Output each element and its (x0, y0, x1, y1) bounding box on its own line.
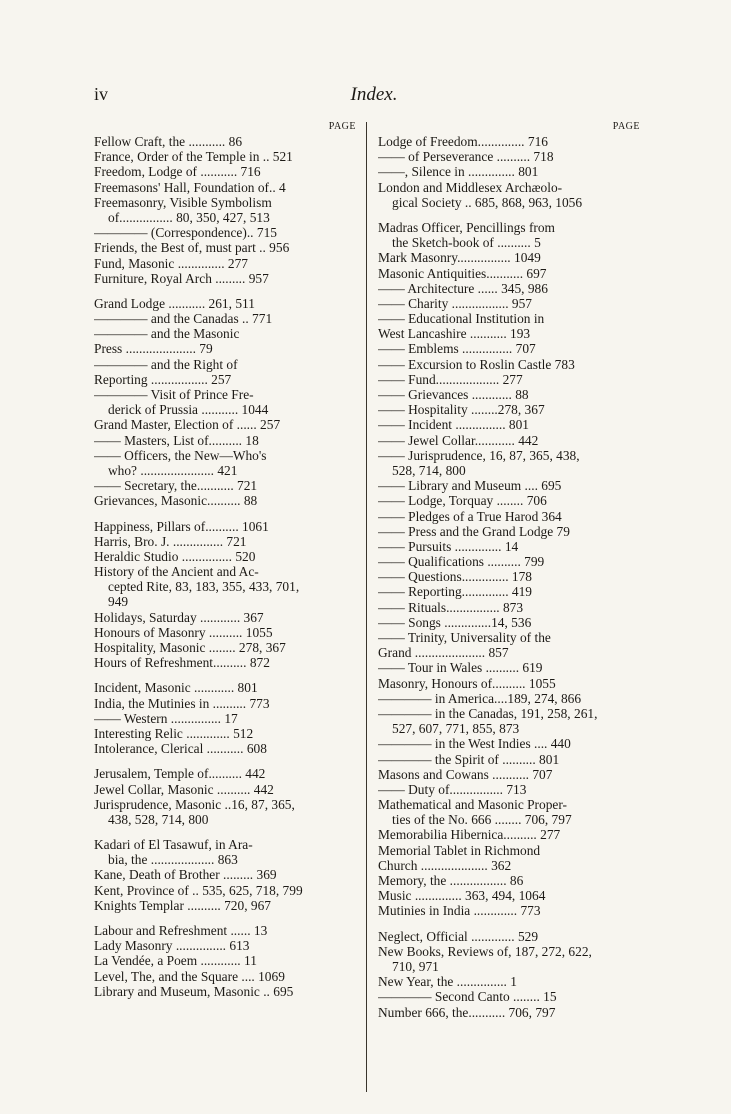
index-entry-line: —— Pursuits .............. 14 (378, 538, 519, 554)
index-entry-line: Incident, Masonic ............ 801 (94, 680, 258, 696)
index-entry-line: who? ...................... 421 (108, 462, 238, 478)
index-entry-line: —— Trinity, Universality of the (378, 630, 551, 645)
index-entry-line: ———— and the Masonic (94, 326, 240, 342)
index-entry-line: —— Charity ................. 957 (378, 295, 532, 311)
index-entry-line: Furniture, Royal Arch ......... 957 (94, 270, 269, 286)
index-entry-line: cepted Rite, 83, 183, 355, 433, 701, (108, 579, 300, 595)
index-entry-line: —— Duty of................ 713 (378, 781, 527, 797)
section-gap (94, 509, 356, 519)
index-entry-line: Holidays, Saturday ............ 367 (94, 609, 264, 625)
index-entry-line: —— Emblems ............... 707 (378, 341, 536, 357)
section-gap (94, 756, 356, 766)
index-entry-line: 710, 971 (392, 958, 439, 974)
index-entry-line: Happiness, Pillars of.......... 1061 (94, 518, 269, 534)
index-entry-line: Music .............. 363, 494, 1064 (378, 888, 546, 904)
index-entry-line: Fund, Masonic .............. 277 (94, 255, 248, 271)
index-entry-line: Lodge of Freedom.............. 716 (378, 134, 548, 149)
index-entry-line: Knights Templar .......... 720, 967 (94, 897, 271, 913)
section-gap (378, 919, 640, 929)
index-entry-line: India, the Mutinies in .......... 773 (94, 695, 270, 711)
index-entry-line: Masons and Cowans ........... 707 (378, 766, 553, 782)
index-entry-line: —— Reporting.............. 419 (378, 584, 532, 600)
index-entry-line: Friends, the Best of, must part .. 956 (94, 240, 290, 256)
index-entry-line: Masonry, Honours of.......... 1055 (378, 675, 556, 691)
index-entry-line: Press ..................... 79 (94, 341, 213, 357)
index-entry-line: New Year, the ............... 1 (378, 974, 517, 990)
index-entry-line: 949 (108, 594, 129, 610)
page-header (94, 84, 654, 110)
index-entry-line: Mark Masonry................ 1049 (378, 250, 541, 266)
section-gap (94, 827, 356, 837)
index-entry-line: Freemasonry, Visible Symbolism (94, 194, 272, 210)
index-entry-line: —— of Perseverance .......... 718 (378, 149, 554, 165)
index-entry-line: —— Architecture ...... 345, 986 (378, 280, 548, 296)
index-entry-line: —— Press and the Grand Lodge 79 (378, 523, 570, 539)
index-entry-line: Memory, the ................. 86 (378, 873, 524, 888)
index-entry-line: Grand ..................... 857 (378, 645, 509, 661)
index-entry-line: ———— (Correspondence).. 715 (94, 225, 277, 241)
index-entry-line: derick of Prussia ........... 1044 (108, 402, 269, 418)
index-entry-line: —— Qualifications .......... 799 (378, 554, 545, 570)
index-entry-line: gical Society .. 685, 868, 963, 1056 (392, 194, 583, 210)
index-entries-right (378, 134, 640, 1020)
index-entry-line: 527, 607, 771, 855, 873 (392, 721, 520, 737)
index-entry-line: Library and Museum, Masonic .. 695 (94, 983, 294, 999)
index-entry-line: London and Middlesex Archæolo- (378, 179, 563, 195)
index-entry-line: Memorial Tablet in Richmond (378, 842, 541, 858)
index-entry-line: Hospitality, Masonic ........ 278, 367 (94, 640, 286, 655)
index-entry-line: Church .................... 362 (378, 857, 512, 873)
section-gap (94, 670, 356, 680)
index-entry-line: ———— the Spirit of .......... 801 (378, 751, 560, 767)
column-heading-page: PAGE (328, 121, 356, 132)
index-entry-line: —— Tour in Wales .......... 619 (378, 660, 543, 676)
index-entry-line: West Lancashire ........... 193 (378, 326, 531, 342)
index-entry-line: Masonic Antiquities........... 697 (378, 265, 547, 281)
index-entry-line: La Vendée, a Poem ............ 11 (94, 953, 257, 969)
index-entry-line: Kadari of El Tasawuf, in Ara- (94, 837, 253, 853)
index-entry-line: of................ 80, 350, 427, 513 (108, 209, 270, 225)
index-entry-line: Jurisprudence, Masonic ..16, 87, 365, (94, 796, 295, 812)
index-entry-line: Reporting ................. 257 (94, 371, 232, 387)
index-entry-line: —— Library and Museum .... 695 (378, 478, 562, 494)
index-entry-line: —— Educational Institution in (378, 311, 545, 327)
index-entry-line: Honours of Masonry .......... 1055 (94, 624, 273, 640)
index-entry-line: ——, Silence in .............. 801 (378, 164, 539, 180)
index-entry-line: ———— and the Canadas .. 771 (94, 311, 273, 327)
index-entry-line: —— Jewel Collar............ 442 (378, 432, 539, 448)
index-entry-line: —— Officers, the New—Who's (94, 447, 267, 463)
index-entry-line: —— Jurisprudence, 16, 87, 365, 438, (378, 447, 580, 463)
index-entry-line: Heraldic Studio ............... 520 (94, 548, 256, 564)
index-entry-line: Grievances, Masonic.......... 88 (94, 493, 258, 509)
index-entry-line: ———— Visit of Prince Fre- (94, 387, 254, 402)
index-entry-line: ———— in the West Indies .... 440 (378, 736, 571, 752)
index-column-right (378, 120, 640, 1020)
index-column-left (94, 120, 356, 999)
index-entry-line: the Sketch-book of .......... 5 (392, 235, 541, 251)
index-entry-line: Number 666, the........... 706, 797 (378, 1004, 556, 1020)
index-entry-line: Harris, Bro. J. ............... 721 (94, 533, 247, 549)
index-entry-line: Grand Lodge ........... 261, 511 (94, 295, 255, 311)
index-entry-line: Jerusalem, Temple of.......... 442 (94, 766, 266, 782)
index-entry-line: Intolerance, Clerical ........... 608 (94, 741, 267, 757)
index-entry-line: —— Fund................... 277 (378, 371, 523, 387)
index-entry-line: ties of the No. 666 ........ 706, 797 (392, 812, 572, 828)
page-title: Index. (350, 84, 398, 105)
index-entry-line: —— Pledges of a True Harod 364 (378, 508, 562, 524)
index-entry-line: Neglect, Official ............. 529 (378, 928, 539, 944)
page-number: iv (94, 84, 109, 104)
index-entry-line: Grand Master, Election of ...... 257 (94, 417, 281, 433)
index-entry-line: —— Rituals................ 873 (378, 599, 524, 615)
index-entry-line: Kane, Death of Brother ......... 369 (94, 867, 277, 883)
index-entry-line: 528, 714, 800 (392, 462, 466, 478)
index-entry-line: ———— and the Right of (94, 356, 238, 372)
index-entry-line: Freemasons' Hall, Foundation of.. 4 (94, 179, 286, 195)
index-entry-line: Freedom, Lodge of ........... 716 (94, 164, 261, 180)
index-entry-line: ———— in America....189, 274, 866 (378, 690, 582, 706)
index-entry-line: —— Secretary, the........... 721 (94, 478, 258, 494)
index-entry-line: Labour and Refreshment ...... 13 (94, 923, 268, 938)
index-entry-line: —— Hospitality ........278, 367 (378, 402, 545, 418)
index-entry-line: —— Excursion to Roslin Castle 783 (378, 356, 575, 372)
section-gap (94, 913, 356, 923)
index-entry-line: New Books, Reviews of, 187, 272, 622, (378, 943, 592, 959)
index-entry-line: Level, The, and the Square .... 1069 (94, 968, 285, 984)
index-entry-line: Hours of Refreshment.......... 872 (94, 655, 270, 671)
index-entry-line: Mathematical and Masonic Proper- (378, 797, 567, 813)
section-gap (94, 286, 356, 296)
section-gap (378, 210, 640, 220)
index-entry-line: Lady Masonry ............... 613 (94, 938, 250, 954)
index-entry-line: Fellow Craft, the ........... 86 (94, 134, 243, 149)
index-entry-line: Memorabilia Hibernica.......... 277 (378, 827, 561, 843)
index-entry-line: —— Grievances ............ 88 (378, 387, 529, 402)
index-entry-line: —— Songs ..............14, 536 (378, 614, 532, 630)
index-entry-line: ———— in the Canadas, 191, 258, 261, (378, 705, 598, 721)
index-entry-line: History of the Ancient and Ac- (94, 564, 259, 580)
index-entry-line: France, Order of the Temple in .. 521 (94, 149, 293, 165)
index-entry-line: bia, the ................... 863 (108, 852, 238, 868)
index-entry-line: —— Masters, List of.......... 18 (94, 432, 259, 448)
index-entry-line: Jewel Collar, Masonic .......... 442 (94, 781, 274, 797)
index-entry-line: —— Lodge, Torquay ........ 706 (378, 493, 547, 509)
index-entry-line: Madras Officer, Pencillings from (378, 219, 555, 235)
index-entries-left (94, 134, 356, 999)
index-entry-line: —— Incident ............... 801 (378, 417, 529, 433)
index-entry-line: 438, 528, 714, 800 (108, 811, 209, 827)
index-entry-line: —— Western ............... 17 (94, 710, 238, 726)
index-entry-line: Interesting Relic ............. 512 (94, 725, 254, 741)
column-heading-page: PAGE (612, 121, 640, 132)
index-entry-line: —— Questions.............. 178 (378, 569, 532, 585)
index-entry-line: Mutinies in India ............. 773 (378, 903, 541, 919)
index-entry-line: Kent, Province of .. 535, 625, 718, 799 (94, 882, 303, 898)
index-entry-line: ———— Second Canto ........ 15 (378, 989, 557, 1005)
column-divider (366, 122, 367, 1092)
